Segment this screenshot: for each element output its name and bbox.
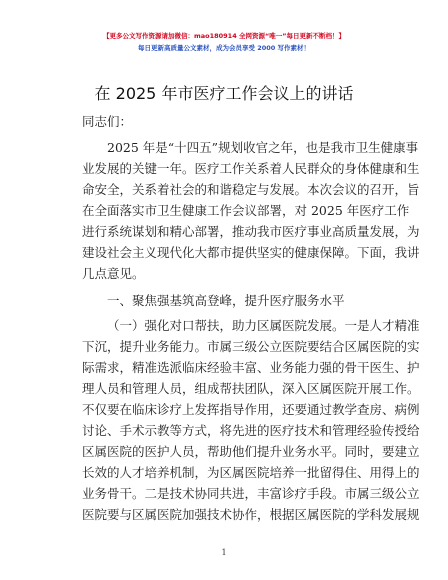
paragraph-line: 命安全，关系着社会的和谐稳定与发展。本次会议的召开，旨 <box>82 182 420 197</box>
paragraph-line: 讨论、手术示教等方式，将先进的医疗技术和管理经验传授给 <box>82 423 420 438</box>
paragraph-line: 业发展的关键一年。医疗工作关系着人民群众的身体健康和生 <box>82 161 420 176</box>
paragraph-line: 几点意见。 <box>82 266 145 281</box>
page-number: 1 <box>221 548 227 557</box>
paragraph-line: （一）强化对口帮扶，助力区属医院发展。一是人才精准 <box>107 318 420 333</box>
document-title: 在 2025 年市医疗工作会议上的讲话 <box>94 84 354 103</box>
promo-banner-subtitle: 每日更新高质量公文素材，成为会员享受 2000 写作素材！ <box>137 44 311 52</box>
paragraph-line: 不仅要在临床诊疗上发挥指导作用，还要通过教学查房、病例 <box>82 402 420 417</box>
paragraph-line: 下沉，提升业务能力。市属三级公立医院要结合区属医院的实 <box>82 339 420 354</box>
paragraph-line: 进行系统谋划和精心部署，推动我市医疗事业高质量发展，为 <box>82 224 420 239</box>
section-paragraph <box>82 315 420 525</box>
intro-paragraph <box>82 137 420 284</box>
paragraph-line: 理人员和管理人员，组成帮扶团队，深入区属医院开展工作。 <box>82 381 420 396</box>
section-heading-text: 一、聚焦强基筑高登峰，提升医疗服务水平 <box>107 293 345 308</box>
paragraph-line: 际需求，精准选派临床经验丰富、业务能力强的骨干医生、护 <box>82 360 420 375</box>
paragraph-line: 区属医院的医护人员，帮助他们提升业务水平。同时，要建立 <box>82 444 420 459</box>
paragraph-line: 在全面落实市卫生健康工作会议部署，对 2025 年医疗工作 <box>82 203 410 218</box>
paragraph-line: 建设社会主义现代化大都市提供坚实的健康保障。下面，我讲 <box>82 245 420 260</box>
paragraph-line: 2025 年是“十四五”规划收官之年，也是我市卫生健康事 <box>107 140 419 155</box>
promo-banner-top: 【更多公文写作资源请加微信：mao180914 全网资源“唯一”每日更新不断档！】 <box>102 32 346 40</box>
paragraph-line: 医院要与区属医院加强技术协作，根据区属医院的学科发展规 <box>82 507 420 522</box>
section-heading <box>82 290 366 311</box>
paragraph-line: 长效的人才培养机制，为区属医院培养一批留得住、用得上的 <box>82 465 420 480</box>
paragraph-line: 业务骨干。二是技术协同共进，丰富诊疗手段。市属三级公立 <box>82 486 420 501</box>
salutation: 同志们： <box>82 114 133 129</box>
